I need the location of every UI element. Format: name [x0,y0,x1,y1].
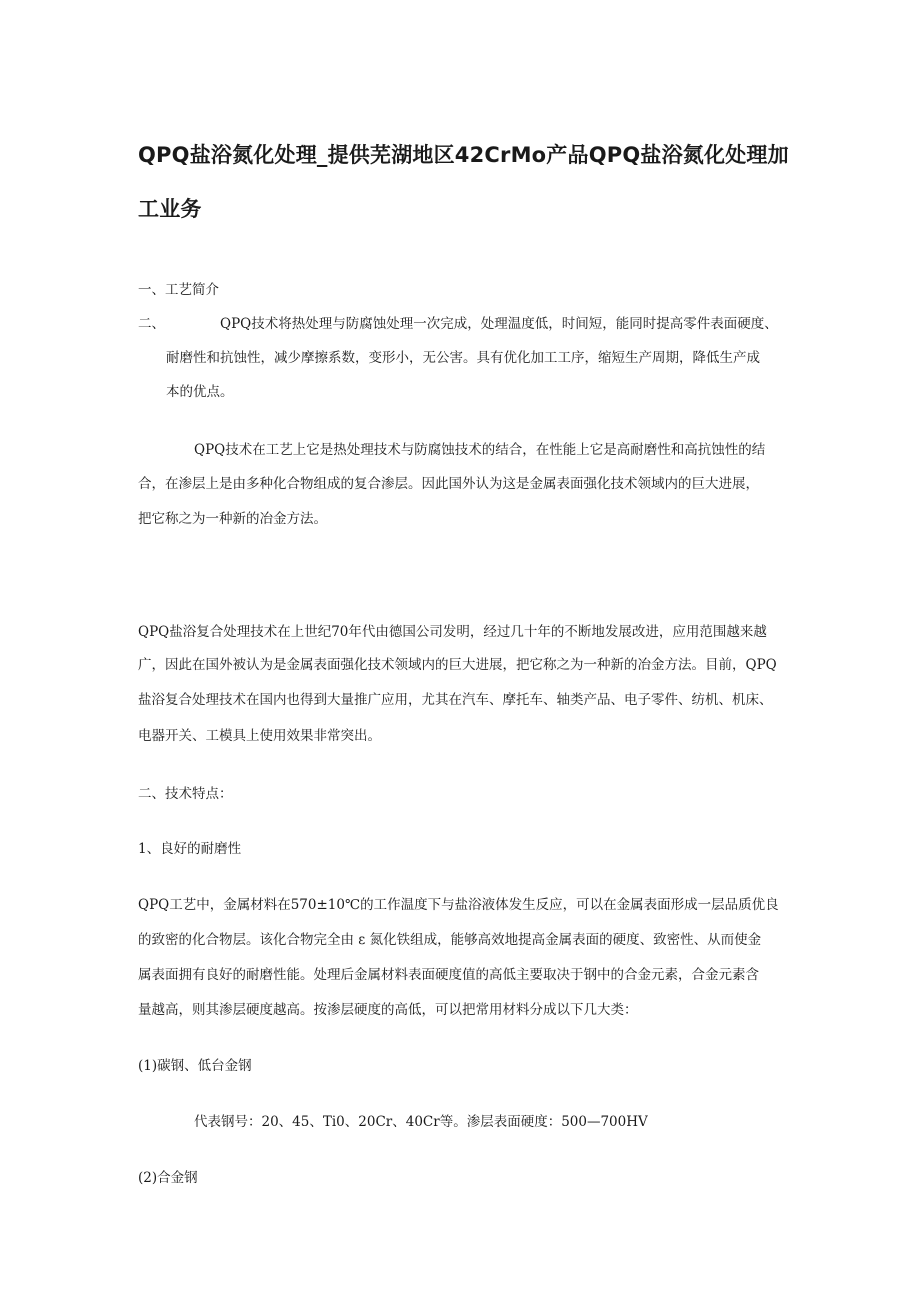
intro-line: 耐磨性和抗蚀性，减少摩擦系数，变形小，无公害。具有优化加工工序，缩短生产周期，降低生产成 [166,350,760,366]
para3-line: 电器开关、工模具上使用效果非常突出。 [138,728,381,744]
para4-line: 的致密的化合物层。该化合物完全由 ε 氮化铁组成，能够高效地提高金属表面的硬度、致密性、从而使金 [138,932,762,948]
para3-line: 广，因此在国外被认为是金属表面强化技术领域内的巨大进展，把它称之为一种新的冶金方法。目前，QPQ [138,657,777,673]
para4-line: 属表面拥有良好的耐磨性能。处理后金属材料表面硬度值的高低主要取决于钢中的合金元素，合金元素含 [138,967,759,983]
item1-heading: 1、良好的耐磨性 [138,841,242,857]
intro-line: 本的优点。 [166,384,234,400]
para2-line: 把它称之为一种新的冶金方法。 [138,511,327,527]
document-title: QPQ盐浴氮化处理_提供芜湖地区42CrMo产品QPQ盐浴氮化处理加工业务 [138,143,789,221]
para4-line: 量越高，则其渗层硬度越高。按渗层硬度的高低，可以把常用材料分成以下几大类： [138,1002,638,1018]
class1-detail: 代表钢号：20、45、Ti0、20Cr、40Cr等。渗层表面硬度：500—700HV [194,1114,648,1130]
section1-heading: 一、工艺简介 [138,282,219,298]
para2-line: QPQ技术在工艺上它是热处理技术与防腐蚀技术的结合，在性能上它是高耐磨性和高抗蚀性的结 [194,442,766,458]
para2-line: 合，在渗层上是由多种化合物组成的复合渗层。因此国外认为这是金属表面强化技术领域内的巨大进展， [138,476,759,492]
class2-heading: (2)合金钢 [138,1170,198,1186]
para3-line: QPQ盐浴复合处理技术在上世纪70年代由德国公司发明，经过几十年的不断地发展改进，应用范围越来越 [138,624,767,640]
intro-line: QPQ技术将热处理与防腐蚀处理一次完成，处理温度低，时间短，能同时提高零件表面硬度、 [220,316,778,332]
para4-line: QPQ工艺中，金属材料在570±10℃的工作温度下与盐浴液体发生反应，可以在金属表面形成一层品质优良 [138,897,779,913]
section2-heading: 二、技术特点： [138,786,233,802]
para3-line: 盐浴复合处理技术在国内也得到大量推广应用，尤其在汽车、摩托车、轴类产品、电子零件、纺机、机床、 [138,692,773,708]
class1-heading: (1)碳钢、低台金钢 [138,1058,252,1074]
list-marker: 二、 [138,316,165,332]
